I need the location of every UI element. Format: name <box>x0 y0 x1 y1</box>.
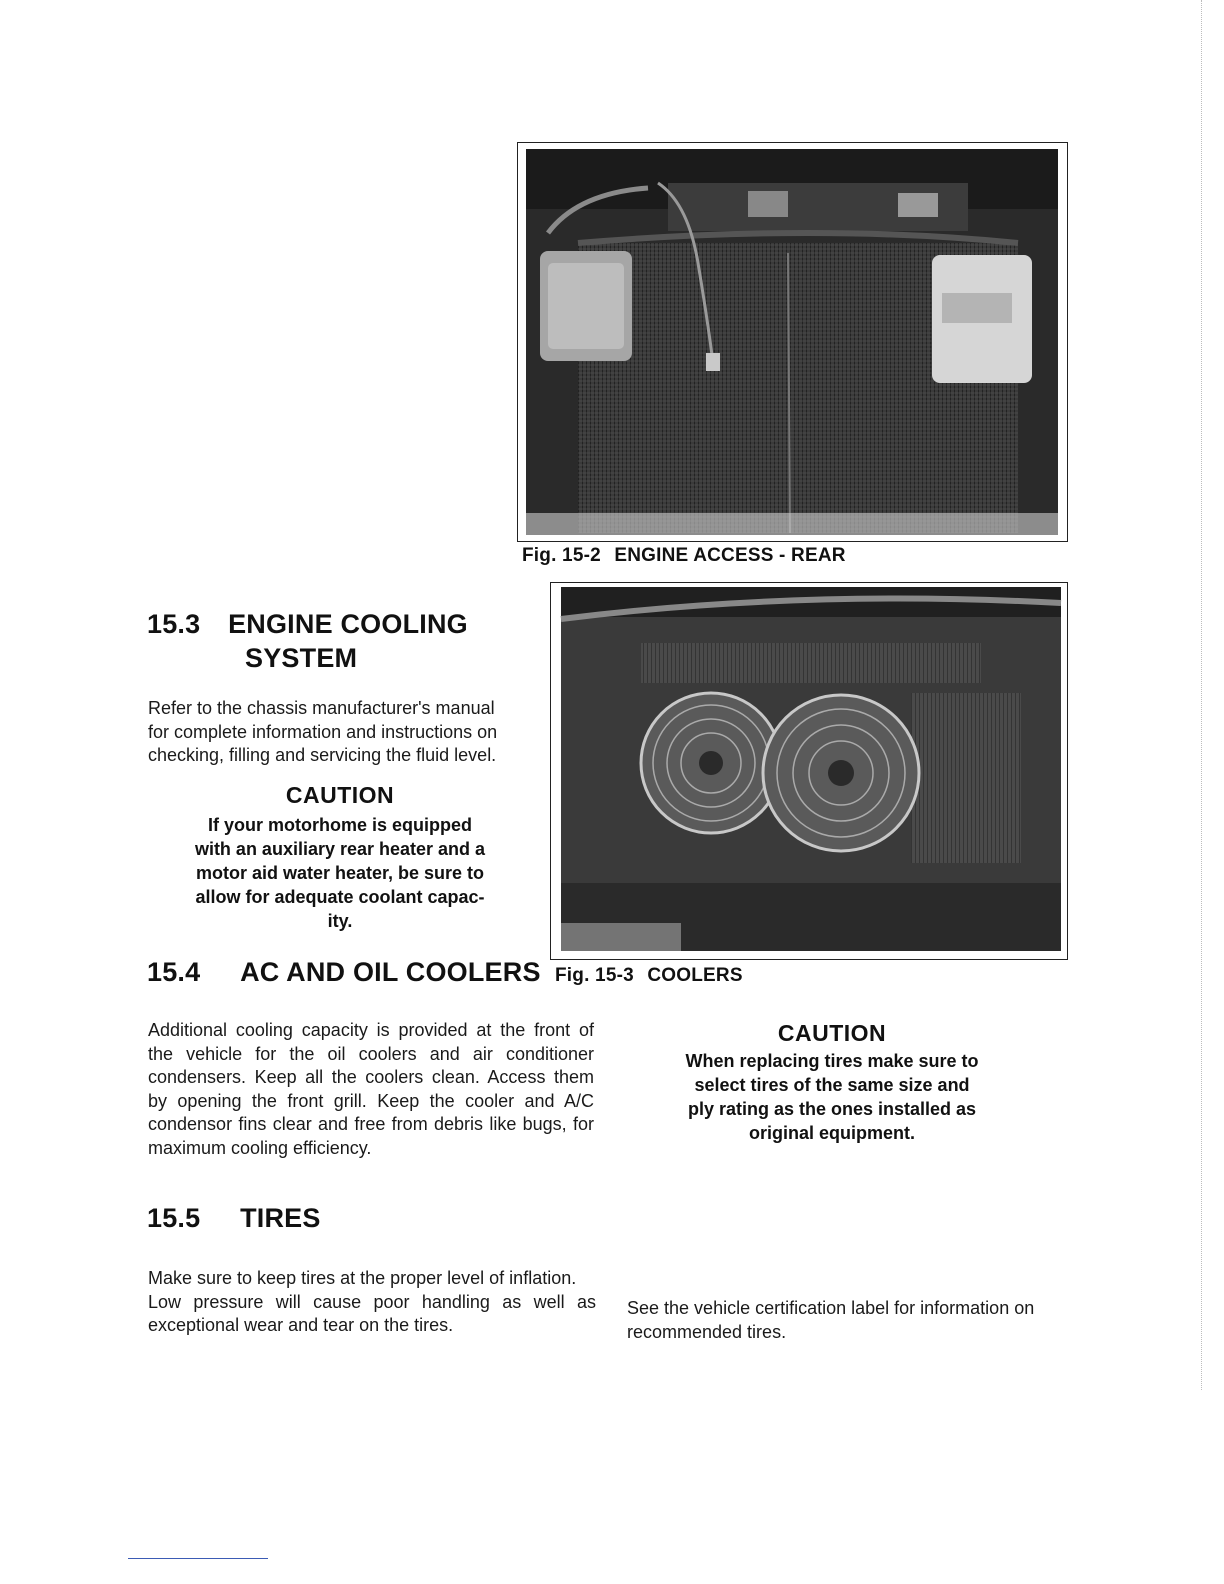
body-line: exceptional wear and tear on the tires. <box>148 1315 454 1335</box>
section-number: 15.5 <box>147 1203 201 1233</box>
section-title: TIRES <box>240 1203 321 1233</box>
body-line: for complete information and instructions on <box>148 721 498 742</box>
figure-number: Fig. 15-3 <box>555 965 634 986</box>
section-title-line1: ENGINE COOLING <box>228 609 468 639</box>
caution-line: allow for adequate coolant capac- <box>195 887 485 907</box>
body-line: the vehicle for the oil coolers and air conditioner <box>148 1043 594 1064</box>
section-15-5-right-text <box>627 1297 1087 1344</box>
caution-line: original equipment. <box>748 1123 915 1143</box>
fan-right-graphic <box>763 695 919 851</box>
body-line: recommended tires. <box>627 1321 787 1342</box>
figure-engine-access-rear-photo <box>517 142 1068 542</box>
caution-tires-box <box>632 1020 1032 1145</box>
section-heading-15-3 <box>147 608 468 640</box>
caution-line: When replacing tires make sure to <box>685 1051 979 1071</box>
body-line: by opening the front grill. Keep the cooler and A/C <box>148 1090 594 1111</box>
coolers-photo-graphic <box>551 583 1067 959</box>
body-line: See the vehicle certification label for information on <box>627 1298 1035 1318</box>
section-15-4-body <box>148 1019 594 1160</box>
body-line: condensers. Keep all the coolers clean. Access them <box>148 1067 594 1087</box>
body-line: Refer to the chassis manufacturer's manual <box>148 698 495 718</box>
body-line: Additional cooling capacity is provided at the front of <box>148 1020 594 1040</box>
caution-coolant-box <box>160 782 520 933</box>
caution-title: CAUTION <box>777 1020 887 1046</box>
engine-access-photo-graphic <box>518 143 1067 541</box>
section-heading-15-5 <box>147 1202 321 1234</box>
caution-line: motor aid water heater, be sure to <box>195 863 485 883</box>
caution-line: If your motorhome is equipped <box>207 815 472 835</box>
section-title-line2: SYSTEM <box>245 643 358 673</box>
caution-line: with an auxiliary rear heater and a <box>194 839 486 859</box>
caution-text <box>632 1049 1032 1145</box>
section-title: AC AND OIL COOLERS <box>240 957 541 987</box>
figure-title: ENGINE ACCESS - REAR <box>614 545 846 566</box>
body-line: Low pressure will cause poor handling as well as <box>148 1291 596 1312</box>
bottom-rule <box>128 1558 268 1559</box>
body-line: Make sure to keep tires at the proper level of inflation. <box>148 1268 577 1288</box>
body-line: condensor fins clear and free from debris like bugs, for <box>148 1114 594 1134</box>
caution-title: CAUTION <box>285 782 395 808</box>
figure-15-3-caption <box>555 965 743 987</box>
section-number: 15.4 <box>147 957 201 987</box>
caution-line: ply rating as the ones installed as <box>687 1099 977 1119</box>
body-line: checking, filling and servicing the fluid level. <box>148 745 497 765</box>
caution-line: ity. <box>327 911 353 931</box>
section-heading-15-3-line2 <box>245 642 357 674</box>
body-line: maximum cooling efficiency. <box>148 1137 372 1158</box>
caution-text <box>160 813 520 933</box>
right-margin-rule <box>1201 0 1202 1390</box>
section-heading-15-4 <box>147 956 541 988</box>
caution-line: select tires of the same size and <box>694 1075 970 1095</box>
figure-number: Fig. 15-2 <box>522 545 601 566</box>
fan-left-graphic <box>641 693 781 833</box>
figure-15-2-caption <box>522 545 846 567</box>
section-15-5-body <box>148 1267 596 1338</box>
section-15-3-body <box>148 697 528 768</box>
figure-title: COOLERS <box>647 965 743 986</box>
section-number: 15.3 <box>147 609 201 639</box>
figure-coolers-photo <box>550 582 1068 960</box>
